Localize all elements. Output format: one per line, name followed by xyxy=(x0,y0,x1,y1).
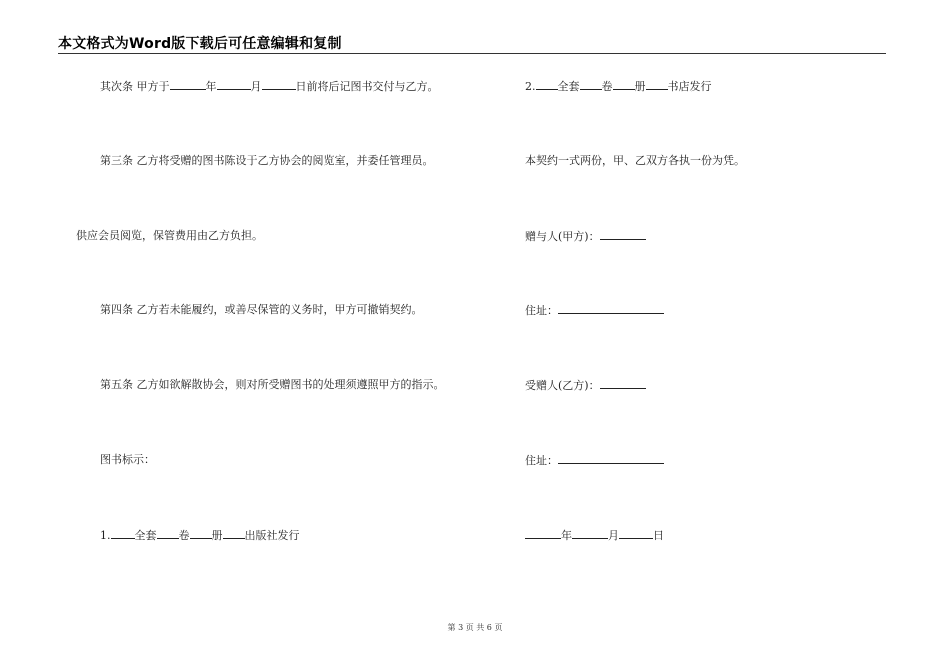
year-blank xyxy=(525,528,561,539)
copies-label: 册 xyxy=(211,529,223,542)
month-blank xyxy=(217,79,251,90)
book-item-1-number: 1. xyxy=(100,529,111,542)
year-blank xyxy=(170,79,206,90)
month-blank xyxy=(572,528,608,539)
recipient-line xyxy=(525,378,646,393)
donor-address-line xyxy=(525,303,664,318)
recipient-label: 受赠人(乙方)： xyxy=(525,379,600,392)
year-label: 年 xyxy=(561,529,572,542)
clause-2-text: 其次条 甲方于 xyxy=(100,80,170,93)
blank xyxy=(223,528,245,539)
book-item-2-number: 2. xyxy=(525,80,536,93)
month-label: 月 xyxy=(608,529,619,542)
blank xyxy=(190,528,212,539)
address-blank xyxy=(558,303,664,314)
book-item-2 xyxy=(525,79,712,94)
day-blank xyxy=(619,528,653,539)
clause-3-continued: 供应会员阅览，保管费用由乙方负担。 xyxy=(76,229,263,242)
address-label: 住址： xyxy=(525,454,558,467)
day-label: 日 xyxy=(653,529,664,542)
header-title: 本文格式为Word版下载后可任意编辑和复制 xyxy=(58,36,342,52)
document-header xyxy=(58,33,886,54)
book-item-1 xyxy=(100,528,300,543)
blank xyxy=(646,79,668,90)
volume-label: 卷 xyxy=(601,80,613,93)
publisher-label: 出版社发行 xyxy=(244,529,300,542)
blank xyxy=(157,528,179,539)
blank xyxy=(111,528,135,539)
blank xyxy=(613,79,635,90)
volume-label: 卷 xyxy=(178,529,190,542)
page-footer: 第 3 页 共 6 页 xyxy=(447,623,503,632)
month-label: 月 xyxy=(250,80,262,93)
donor-label: 赠与人(甲方)： xyxy=(525,230,600,243)
recipient-blank xyxy=(600,378,646,389)
copies-label: 册 xyxy=(634,80,646,93)
address-label: 住址： xyxy=(525,304,558,317)
clause-4-line: 第四条 乙方若未能履约，或善尽保管的义务时，甲方可撤销契约。 xyxy=(100,303,423,316)
clause-5-line: 第五条 乙方如欲解散协会，则对所受赠图书的处理须遵照甲方的指示。 xyxy=(100,378,445,391)
blank xyxy=(580,79,602,90)
recipient-address-line xyxy=(525,453,664,468)
bookstore-label: 书店发行 xyxy=(667,80,712,93)
contract-copies-line: 本契约一式两份，甲、乙双方各执一份为凭。 xyxy=(525,154,745,167)
full-set-label: 全套 xyxy=(134,529,157,542)
day-blank xyxy=(262,79,296,90)
book-label-heading: 图书标示： xyxy=(100,453,155,466)
year-label: 年 xyxy=(205,80,217,93)
clause-3-line: 第三条 乙方将受赠的图书陈设于乙方协会的阅览室，并委任管理员。 xyxy=(100,154,434,167)
clause-2-line xyxy=(100,79,439,94)
blank xyxy=(536,79,558,90)
donor-blank xyxy=(600,229,646,240)
donor-line xyxy=(525,229,646,244)
full-set-label: 全套 xyxy=(557,80,580,93)
address-blank xyxy=(558,453,664,464)
date-line xyxy=(525,528,664,543)
clause-2-rest: 日前将后记图书交付与乙方。 xyxy=(295,80,439,93)
